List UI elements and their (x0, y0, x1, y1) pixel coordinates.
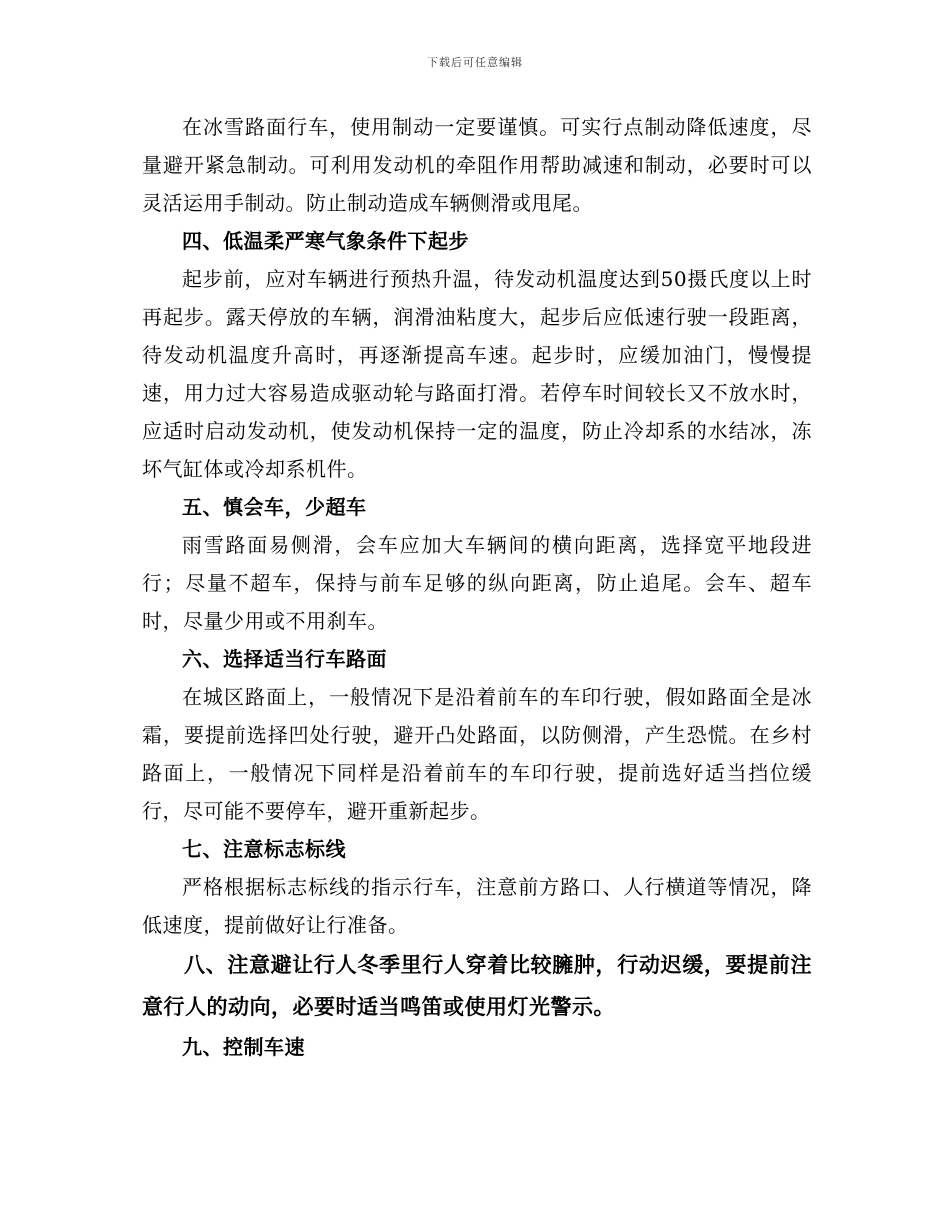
section-heading-5: 五、慎会车，少超车 (182, 495, 367, 519)
paragraph-road-surface: 在城区路面上，一般情况下是沿着前车的车印行驶，假如路面全是冰霜，要提前选择凹处行驶，避开凸处路面，以防侧滑，产生恐慌。在乡村路面上，一般情况下同样是沿着前车的车印行驶，提前选好适当挡位缓行，尽可能不要停车，避开重新起步。 (142, 685, 812, 823)
paragraph-signs: 严格根据标志标线的指示行车，注意前方路口、人行横道等情况，降低速度，提前做好让行准备。 (142, 875, 812, 937)
paragraph-starting: 起步前，应对车辆进行预热升温，待发动机温度达到50摄氏度以上时再起步。露天停放的车辆，润滑油粘度大，起步后应低速行驶一段距离，待发动机温度升高时，再逐渐提高车速。起步时，应缓加油门，慢慢提速，用力过大容易造成驱动轮与路面打滑。若停车时间较长又不放水时，应适时启动发动机，使发动机保持一定的温度，防止冷却系的水结冰，冻坏气缸体或冷却系机件。 (142, 267, 812, 481)
paragraph-passing: 雨雪路面易侧滑，会车应加大车辆间的横向距离，选择宽平地段进行；尽量不超车，保持与前车足够的纵向距离，防止追尾。会车、超车时，尽量少用或不用刹车。 (142, 533, 812, 633)
section-heading-7: 七、注意标志标线 (182, 837, 346, 861)
section-heading-6: 六、选择适当行车路面 (182, 647, 387, 671)
section-heading-9: 九、控制车速 (182, 1035, 305, 1059)
paragraph-braking: 在冰雪路面行车，使用制动一定要谨慎。可实行点制动降低速度，尽量避开紧急制动。可利用发动机的牵阻作用帮助减速和制动，必要时可以灵活运用手制动。防止制动造成车辆侧滑或甩尾。 (142, 115, 812, 215)
page-header: 下载后可任意编辑 (427, 56, 523, 69)
section-heading-8-pedestrians: 八、注意避让行人冬季里行人穿着比较臃肿，行动迟缓，要提前注意行人的动向，必要时适当鸣笛或使用灯光警示。 (142, 953, 812, 1019)
document-body (142, 108, 812, 1066)
section-heading-4: 四、低温柔严寒气象条件下起步 (182, 229, 469, 253)
